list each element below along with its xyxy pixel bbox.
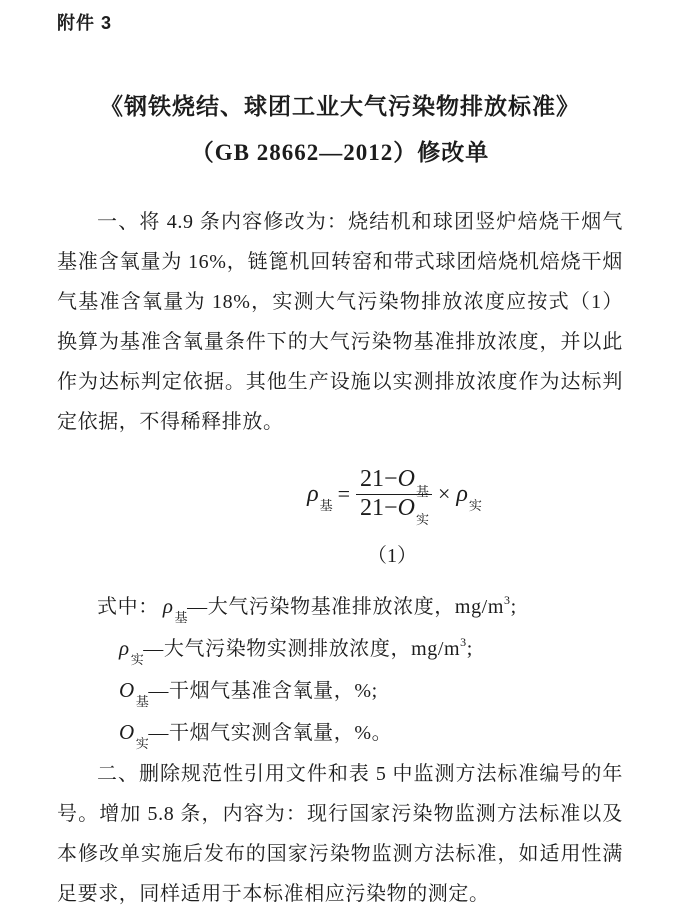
equation-rhs: $\rho_实$	[456, 480, 482, 514]
equation-block	[57, 466, 623, 528]
fraction-numerator: $21-O_基$	[356, 466, 432, 495]
fraction	[356, 466, 432, 528]
multiply-sign: ×	[437, 481, 451, 507]
equals-sign: =	[337, 481, 351, 507]
definition-oxygen-measured: $O_实—$干烟气实测含氧量，%。	[119, 720, 393, 752]
attachment-label: 附件 3	[57, 13, 113, 33]
definition-rho-measured: $\rho_实—$大气污染物实测排放浓度，$mg/m^3$;	[119, 634, 473, 668]
definition-intro: 式中：	[97, 596, 159, 619]
definition-oxygen-base: $O_基—$干烟气基准含氧量，%;	[119, 678, 378, 710]
fraction-denominator: $21-O_实$	[360, 494, 429, 528]
symbol-definitions	[57, 586, 623, 754]
document-title-line2: （GB 28662—2012）修改单	[190, 140, 490, 165]
document-title-line1: 《钢铁烧结、球团工业大气污染物排放标准》	[100, 94, 580, 119]
document-title	[57, 84, 623, 176]
equation-lhs: $\rho_基$	[307, 480, 333, 514]
equation-1	[307, 466, 482, 528]
section-1-paragraph: 一、将 4.9 条内容修改为：烧结机和球团竖炉焙烧干烟气基准含氧量为 16%，链篦机回转窑和带式球团焙烧机焙烧干烟气基准含氧量为 18%，实测大气污染物排放浓度应按式（1）换算为基准含氧量条件下的大气污染物基准排放浓度，并以此作为达标判定依据。其他生产设施以实测排放浓度作为达标判定依据，不得稀释排放。	[57, 211, 623, 433]
definition-rho-base: 式中： $\rho_基—$大气污染物基准排放浓度，$mg/m^3$;	[97, 592, 517, 626]
section-2-paragraph: 二、删除规范性引用文件和表 5 中监测方法标准编号的年号。增加 5.8 条，内容为：现行国家污染物监测方法标准以及本修改单实施后发布的国家污染物监测方法标准，如适用性满足要求，同样适用于本标准相应污染物的测定。	[57, 763, 623, 906]
equation-number: （1）	[367, 545, 417, 568]
